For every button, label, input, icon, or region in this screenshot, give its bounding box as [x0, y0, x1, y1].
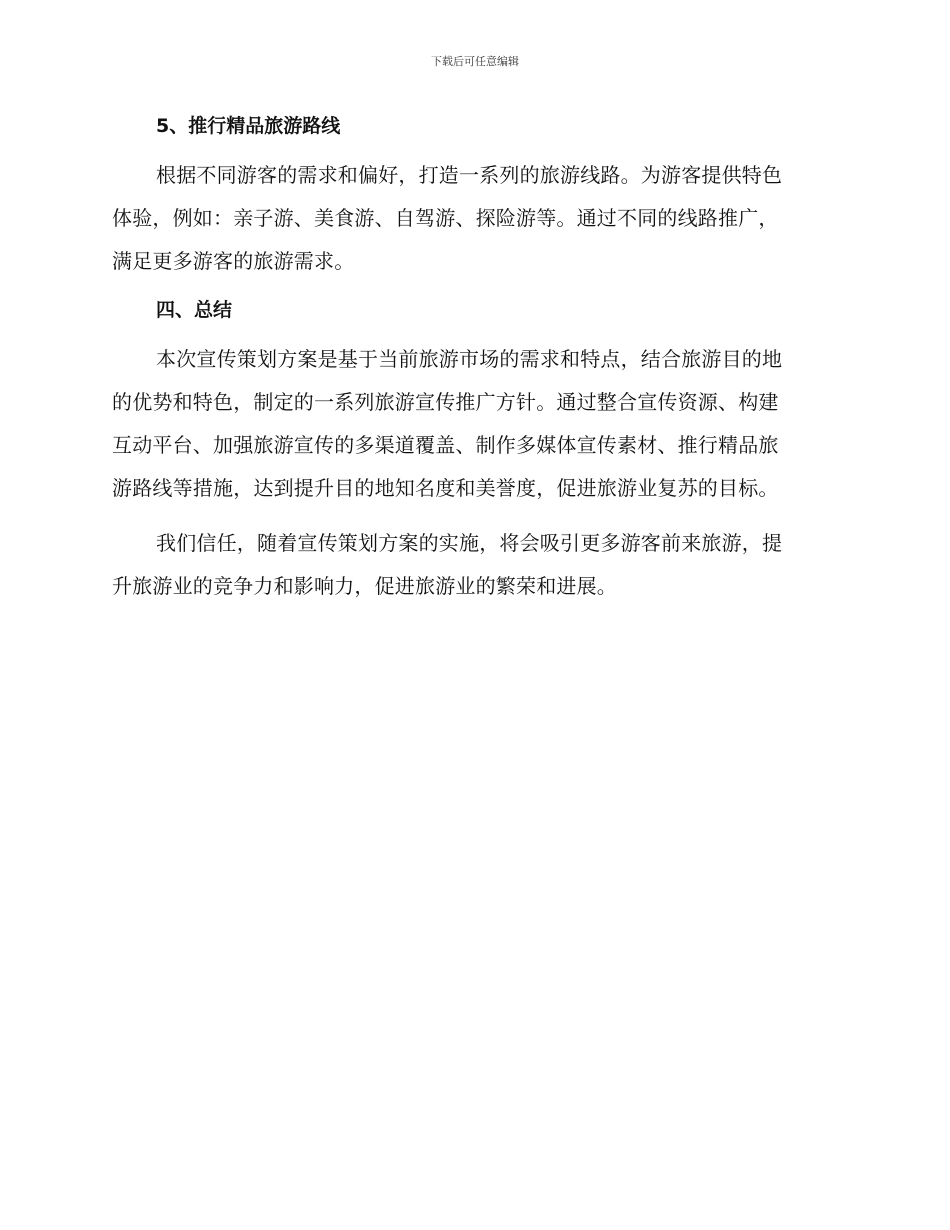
section-heading: 5、推行精品旅游路线 [156, 115, 341, 137]
paragraph-line: 根据不同游客的需求和偏好，打造一系列的旅游线路。为游客提供特色 [156, 163, 783, 187]
paragraph [112, 338, 838, 510]
paragraph [112, 154, 838, 283]
paragraph-line: 体验，例如：亲子游、美食游、自驾游、探险游等。通过不同的线路推广， [112, 206, 779, 230]
header-note: 下载后可任意编辑 [431, 55, 519, 68]
paragraph [112, 522, 838, 608]
section-heading: 四、总结 [156, 299, 233, 321]
paragraph-line: 满足更多游客的旅游需求。 [112, 249, 355, 273]
paragraph-line: 的优势和特色，制定的一系列旅游宣传推广方针。通过整合宣传资源、构建 [112, 390, 779, 414]
paragraph-line: 游路线等措施，达到提升目的地知名度和美誉度，促进旅游业复苏的目标。 [112, 476, 779, 500]
paragraph-line: 互动平台、加强旅游宣传的多渠道覆盖、制作多媒体宣传素材、推行精品旅 [112, 433, 779, 457]
paragraph-line: 本次宣传策划方案是基于当前旅游市场的需求和特点，结合旅游目的地 [156, 347, 783, 371]
paragraph-line: 我们信任，随着宣传策划方案的实施，将会吸引更多游客前来旅游，提 [156, 531, 783, 555]
paragraph-line: 升旅游业的竞争力和影响力，促进旅游业的繁荣和进展。 [112, 574, 617, 598]
document-body [112, 111, 838, 620]
